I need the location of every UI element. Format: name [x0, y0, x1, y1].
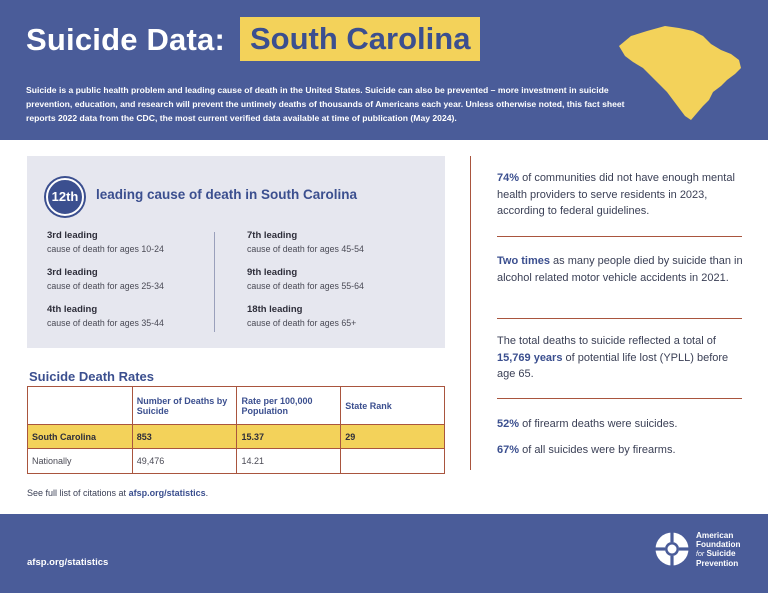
afsp-logo-text — [696, 531, 741, 568]
footer-banner — [0, 514, 768, 593]
citation-line — [27, 488, 208, 498]
fact-highlight: 74% — [497, 172, 520, 184]
fact-text: of all suicides were by firearms. — [519, 444, 676, 456]
rank-item — [47, 229, 227, 256]
fact-item — [497, 333, 747, 383]
rank-item-desc: cause of death for ages 25-34 — [47, 281, 164, 291]
table-cell: Nationally — [28, 449, 133, 474]
table-header-cell: Number of Deaths by Suicide — [132, 387, 237, 425]
table-cell: 29 — [341, 425, 445, 449]
rank-item — [247, 303, 427, 330]
table-header-cell — [28, 387, 133, 425]
fact-highlight: 52% — [497, 418, 520, 430]
org-name-line: Suicide — [706, 549, 736, 558]
org-name-line: Foundation — [696, 540, 741, 549]
fact-divider — [497, 236, 742, 237]
rank-item-label: 4th leading — [47, 304, 98, 315]
table-cell: 853 — [132, 425, 237, 449]
intro-paragraph: Suicide is a public health problem and leading cause of death in the United States. Suicide can also be prevented – more investment in suicide prevention, education, and research will prevent the untimely deaths of thousands of Americans each year. Unless otherwise noted, this fact sheet reports 2022 data from the CDC, the most current verified data available at time of publication (May 2024). — [26, 85, 625, 123]
fact-highlight: 15,769 years — [497, 351, 563, 364]
org-name-line: Prevention — [696, 559, 739, 568]
citation-link[interactable]: afsp.org/statistics — [128, 488, 206, 498]
rates-title: Suicide Death Rates — [29, 369, 154, 384]
rank-badge: 12th — [46, 178, 84, 216]
table-cell: 49,476 — [132, 449, 237, 474]
rank-item — [47, 303, 227, 330]
state-name-highlight: South Carolina — [240, 17, 480, 61]
fact-item — [497, 253, 747, 286]
table-header-cell: Rate per 100,000 Population — [237, 387, 341, 425]
rank-item-desc: cause of death for ages 55-64 — [247, 281, 364, 291]
table-cell: 15.37 — [237, 425, 341, 449]
fact-text: of potential life lost (YPLL) before age 65. — [497, 351, 729, 380]
citation-suffix: . — [205, 488, 209, 498]
table-row — [28, 425, 445, 449]
rank-item — [247, 229, 427, 256]
fact-text-pre: The total deaths to suicide reflected a total of — [497, 335, 716, 347]
fact-divider — [497, 398, 742, 399]
fact-text: of communities did not have enough mental health providers to serve residents in 2023, according to federal guidelines. — [497, 172, 735, 217]
table-row — [28, 449, 445, 474]
fact-text: of firearm deaths were suicides. — [519, 418, 678, 430]
rank-heading: leading cause of death in South Carolina — [96, 187, 358, 202]
fact-text: as many people died by suicide than in alcohol related motor vehicle accidents in 2021. — [497, 255, 743, 284]
table-cell: 14.21 — [237, 449, 341, 474]
table-header-cell: State Rank — [341, 387, 445, 425]
rank-item-desc: cause of death for ages 65+ — [247, 318, 357, 328]
lifebuoy-icon — [654, 531, 690, 567]
table-cell: South Carolina — [28, 425, 133, 449]
rank-item-label: 9th leading — [247, 267, 298, 278]
fact-item — [497, 416, 747, 433]
fact-item — [497, 442, 747, 459]
column-divider — [470, 156, 471, 470]
org-name-line: for — [696, 551, 705, 558]
citation-prefix: See full list of citations at — [27, 488, 129, 498]
rank-item-desc: cause of death for ages 35-44 — [47, 318, 164, 328]
rank-item-label: 3rd leading — [47, 267, 98, 278]
table-header-row — [28, 387, 445, 425]
fact-highlight: Two times — [497, 255, 550, 267]
rank-item-desc: cause of death for ages 10-24 — [47, 244, 164, 254]
rank-item — [47, 266, 227, 293]
rank-item-label: 3rd leading — [47, 230, 98, 241]
fact-divider — [497, 318, 742, 319]
footer-url-link[interactable]: afsp.org/statistics — [27, 557, 109, 568]
org-name-line: American — [696, 531, 734, 540]
rank-item-label: 18th leading — [247, 304, 303, 315]
page-title: Suicide Data: — [26, 22, 225, 57]
fact-highlight: 67% — [497, 444, 520, 456]
rank-item — [247, 266, 427, 293]
south-carolina-map-icon — [613, 20, 745, 122]
rank-item-label: 7th leading — [247, 230, 298, 241]
rates-table — [27, 386, 445, 474]
table-cell — [341, 449, 445, 474]
rank-item-desc: cause of death for ages 45-54 — [247, 244, 364, 254]
fact-item — [497, 170, 747, 220]
